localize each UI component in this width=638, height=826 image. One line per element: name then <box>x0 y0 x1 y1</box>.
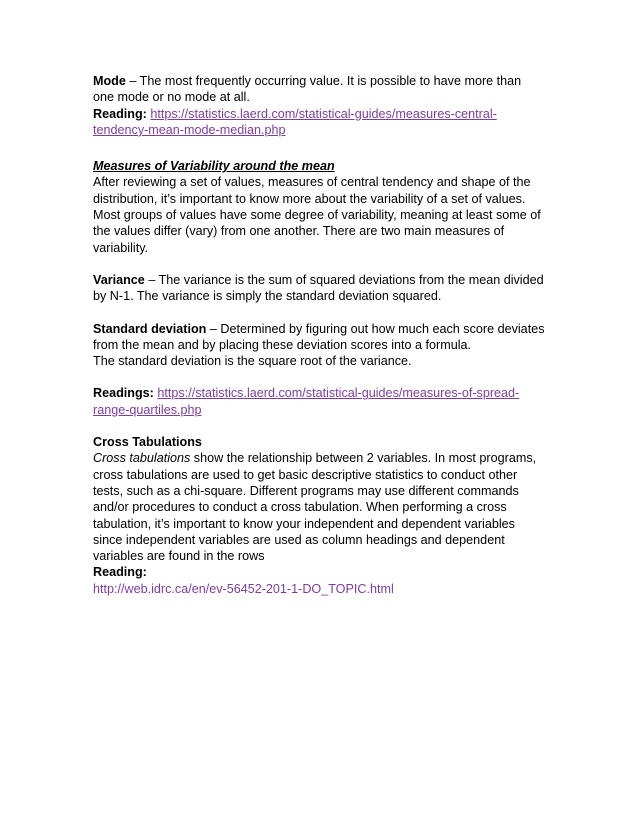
cross-tab-line-5: tabulation, it’s important to know your independent and dependent variables <box>93 516 515 531</box>
variance-line-1 <box>93 272 553 288</box>
variance-term: Variance <box>93 272 145 287</box>
mode-reading-link[interactable]: https://statistics.laerd.com/statistical-guides/measures-central- <box>150 106 497 121</box>
variability-line-2: distribution, it’s important to know more about the variability of a set of values. <box>93 191 526 206</box>
mode-reading-label: Reading: <box>93 106 147 121</box>
variability-line-1: After reviewing a set of values, measures of central tendency and shape of the <box>93 175 531 190</box>
std-dev-line-3: The standard deviation is the square root of the variance. <box>93 354 412 369</box>
cross-tab-line-1-rest: show the relationship between 2 variables. In most programs, <box>190 451 537 466</box>
variability-heading: Measures of Variability around the mean <box>93 159 335 174</box>
mode-reading-link-2[interactable]: tendency-mean-mode-median.php <box>93 122 286 137</box>
std-dev-line-1 <box>93 321 553 337</box>
cross-tab-line-2: cross tabulations are used to get basic descriptive statistics to conduct other <box>93 467 518 482</box>
mode-definition-1: – The most frequently occurring value. It is possible to have more than <box>125 74 522 88</box>
std-dev-definition-1: – Determined by figuring out how much each score deviates <box>206 321 545 336</box>
readings-label: Readings: <box>93 386 154 401</box>
readings-line-1 <box>93 385 553 401</box>
cross-tab-reading-link[interactable]: http://web.idrc.ca/en/ev-56452-201-1-DO_TOPIC.html <box>93 581 394 596</box>
cross-tab-line-1 <box>93 450 553 466</box>
cross-tab-line-4: and/or procedures to conduct a cross tabulation. When performing a cross <box>93 500 507 515</box>
mode-reading-line-2 <box>93 122 553 138</box>
cross-tab-reading-label <box>93 564 553 580</box>
mode-reading-line <box>93 106 553 122</box>
mode-line-2: one mode or no mode at all. <box>93 90 250 105</box>
document-page <box>93 73 553 597</box>
cross-tab-line-7: variables are found in the rows <box>93 549 265 564</box>
variance-section <box>93 272 553 305</box>
mode-section <box>93 73 553 138</box>
readings-line-2 <box>93 402 553 418</box>
readings-link[interactable]: https://statistics.laerd.com/statistical-guides/measures-of-spread- <box>157 386 520 401</box>
std-dev-term: Standard deviation <box>93 321 207 336</box>
readings-section <box>93 385 553 418</box>
variability-line-4: the values differ (vary) from one another. There are two main measures of <box>93 224 505 239</box>
mode-line-1 <box>93 73 553 89</box>
cross-tab-reading-label-text: Reading: <box>93 565 147 580</box>
variability-line-5: variability. <box>93 240 149 255</box>
cross-tab-heading <box>93 434 553 450</box>
readings-link-2[interactable]: range-quartiles.php <box>93 402 202 417</box>
variability-section <box>93 158 553 256</box>
variance-line-2: by N-1. The variance is simply the standard deviation squared. <box>93 289 442 304</box>
std-dev-section <box>93 321 553 370</box>
cross-tab-line-6: since independent variables are used as column headings and dependent <box>93 532 505 547</box>
cross-tab-line-3: tests, such as a chi-square. Different programs may use different commands <box>93 483 519 498</box>
mode-term: Mode <box>93 74 126 88</box>
variance-definition-1: – The variance is the sum of squared deviations from the mean divided <box>144 272 544 287</box>
variability-line-3: Most groups of values have some degree of variability, meaning at least some of <box>93 208 541 223</box>
std-dev-line-2: from the mean and by placing these deviation scores into a formula. <box>93 337 472 352</box>
cross-tab-italic-lead: Cross tabulations <box>93 451 191 466</box>
cross-tab-reading-line <box>93 581 553 597</box>
cross-tab-heading-text: Cross Tabulations <box>93 435 202 450</box>
cross-tab-section <box>93 434 553 597</box>
